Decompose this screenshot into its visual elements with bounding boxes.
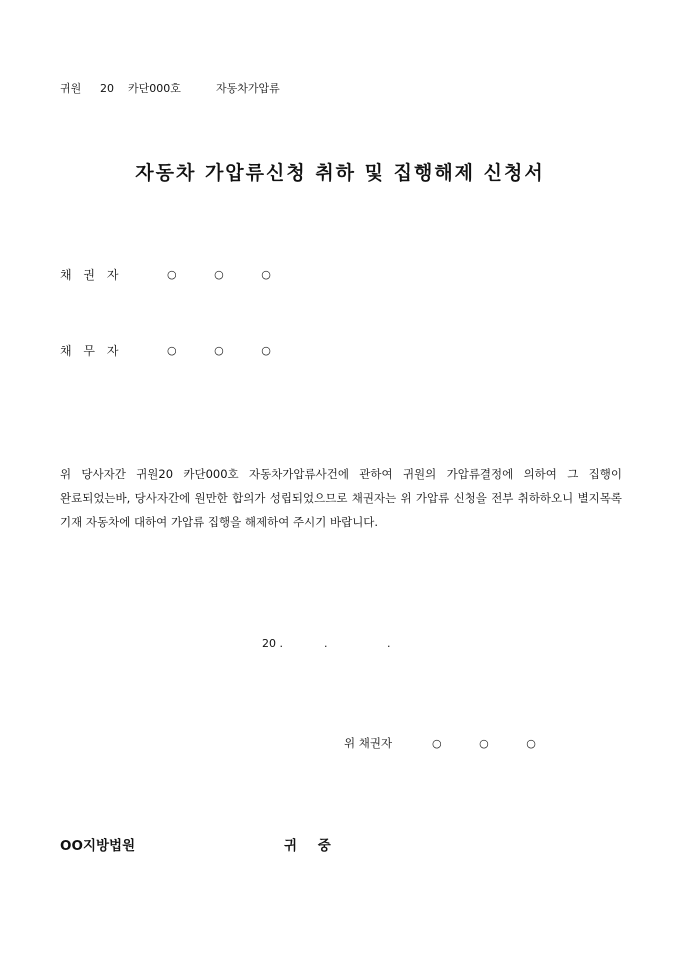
debtor-name: ○ ○ ○: [167, 344, 288, 357]
debtor-label: 채 무 자: [60, 344, 123, 358]
case-year: 20: [100, 82, 114, 95]
date-line: [262, 637, 391, 650]
document-title: 자동차 가압류신청 취하 및 집행해제 신청서: [135, 162, 545, 184]
date-year: 20 .: [262, 637, 283, 650]
request-body: 위 당사자간 귀원20 카단000호 자동차가압류사건에 관하여 귀원의 가압류결정에 의하여 그 집행이 완료되었는바, 당사자간에 원만한 합의가 성립되었으므로 채권자는 위 가압류 신청을 전부 취하하오니 별지목록 기재 자동차에 대하여 가압류 집행을 해제하여 주시기 바랍니다.: [60, 467, 622, 529]
signature-label: 위 채권자: [344, 736, 393, 750]
addressee-honorific: 귀 중: [284, 838, 339, 854]
signature-line: [344, 735, 553, 751]
date-month: .: [324, 637, 328, 650]
creditor-name: ○ ○ ○: [167, 268, 288, 281]
case-number: 카단000호: [128, 82, 181, 95]
case-header: [60, 80, 280, 96]
creditor-row: [60, 266, 288, 283]
case-court: 귀원: [60, 82, 82, 95]
addressee-court: OO지방법원: [60, 838, 136, 854]
creditor-label: 채 권 자: [60, 268, 123, 282]
date-day: .: [387, 637, 391, 650]
case-name: 자동차가압류: [216, 82, 280, 95]
debtor-row: [60, 342, 288, 359]
signature-name: ○ ○ ○: [432, 736, 553, 750]
